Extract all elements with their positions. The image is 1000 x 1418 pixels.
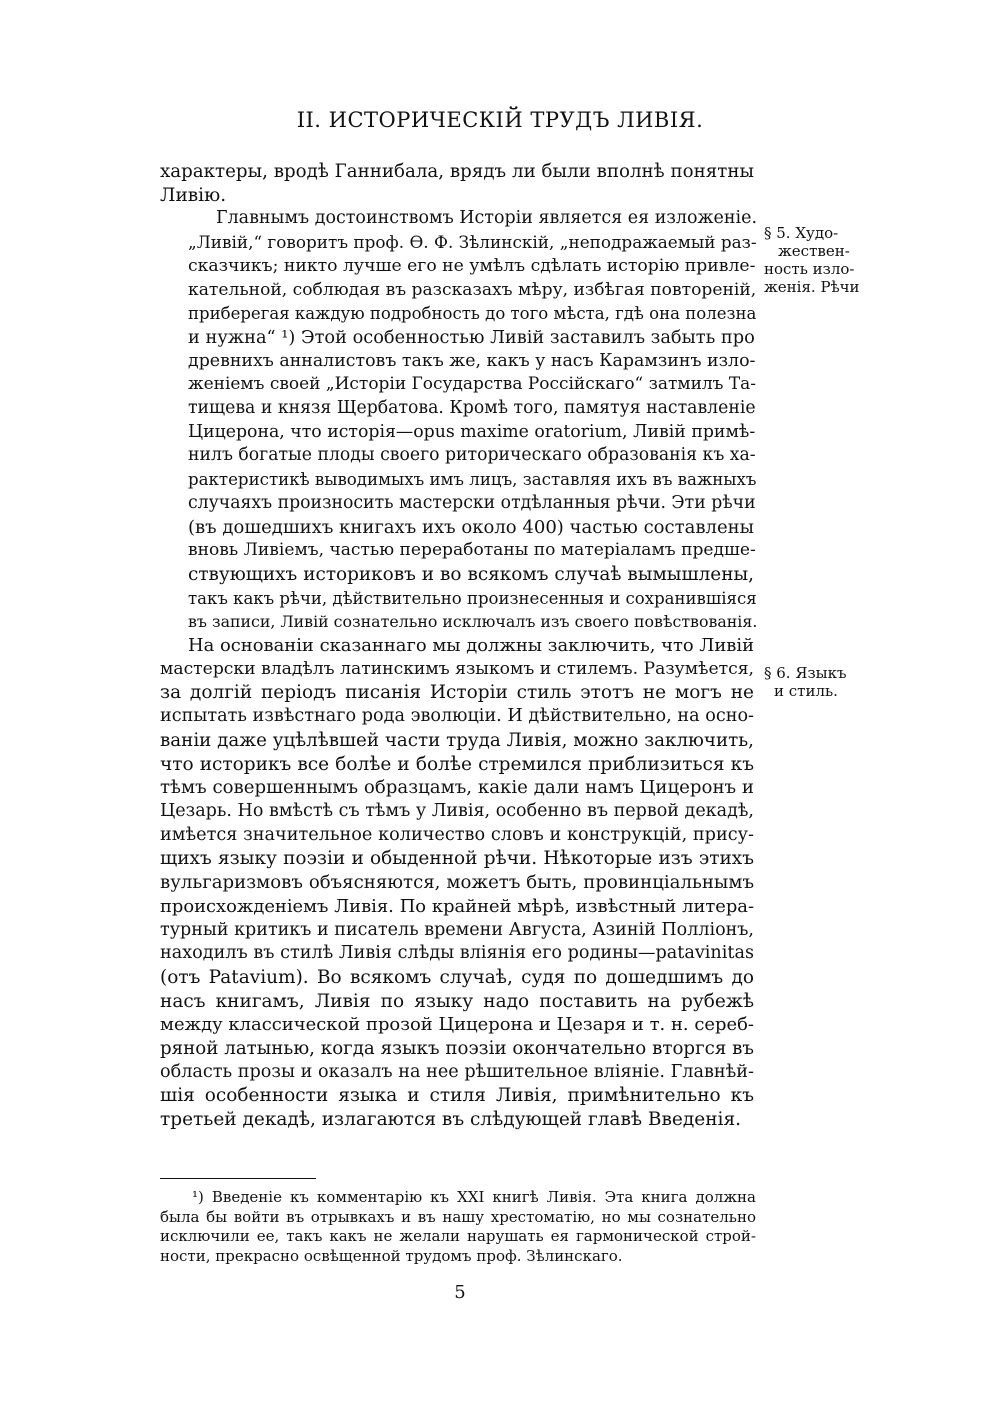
text-line: На основаніи сказаннаго мы должны заключить, что Ливій: [188, 635, 754, 657]
text-line: ваніи даже уцѣлѣвшей части труда Ливія, можно заключить,: [160, 729, 754, 751]
text-line: нилъ богатые плоды своего риторическаго образованія къ ха-: [188, 445, 756, 466]
text-line: ряной латынью, когда языкъ поэзіи окончательно вторгся въ: [160, 1038, 754, 1060]
text-line: „Ливій,“ говоритъ проф. Ѳ. Ф. Зѣлинскій, „неподражаемый раз-: [188, 232, 757, 253]
margin-note-section-6: [764, 664, 847, 700]
text-line: вульгаризмовъ объясняются, можетъ быть, провинціальнымъ: [160, 872, 754, 894]
margin-note-line: § 6. Языкъ: [764, 664, 847, 682]
text-line: женіемъ своей „Исторіи Государства Россійскаго“ затмилъ Та-: [188, 374, 757, 395]
text-line: щихъ языку поэзіи и обыденной рѣчи. Нѣкоторые изъ этихъ: [160, 848, 754, 870]
text-line: кательной, соблюдая въ разсказахъ мѣру, избѣгая повтореній,: [188, 279, 757, 300]
text-line: рактеристикѣ выводимыхъ имъ лицъ, заставляя ихъ въ важныхъ: [188, 470, 757, 490]
text-line: насъ книгамъ, Ливія по языку надо поставить на рубежѣ: [160, 990, 754, 1012]
page-number: 5: [454, 1282, 466, 1303]
text-line: Ливію.: [160, 184, 227, 206]
text-line: третьей декадѣ, излагаются въ слѣдующей главѣ Введенія.: [160, 1109, 742, 1131]
text-line: (отъ Patavium). Во всякомъ случаѣ, судя по дошедшимъ до: [160, 966, 754, 988]
margin-note-line: ность изло-: [764, 260, 855, 278]
main-text: [160, 160, 758, 1132]
running-header: II. ИСТОРИЧЕСКІЙ ТРУДЪ ЛИВІЯ.: [296, 108, 704, 132]
text-line: такъ какъ рѣчи, дѣйствительно произнесенныя и сохранившіяся: [188, 588, 757, 608]
paragraph-1: [160, 160, 754, 207]
text-line: Главнымъ достоинствомъ Исторіи является ея изложеніе.: [216, 208, 758, 229]
text-line: вновь Ливіемъ, частью переработаны по матеріаламъ предше-: [188, 540, 756, 561]
paragraph-2: [160, 207, 758, 634]
text-line: имѣется значительное количество словъ и конструкцій, прису-: [160, 824, 754, 845]
margin-note-line: и стиль.: [774, 682, 838, 700]
text-line: за долгій періодъ писанія Исторіи стиль этотъ не могъ не: [160, 682, 754, 704]
text-line: приберегая каждую подробность до того мѣста, гдѣ она полезна: [188, 304, 757, 324]
text-line: происхожденіемъ Ливія. По крайней мѣрѣ, извѣстный литера-: [160, 895, 754, 917]
footnote-line: исключили ее, такъ какъ не желали нарушать ея гармонической строй-: [160, 1227, 756, 1245]
footnote: [160, 1188, 756, 1266]
text-line: въ записи, Ливій сознательно исключалъ изъ своего повѣствованія.: [188, 612, 758, 632]
text-line: находилъ въ стилѣ Ливія слѣды вліянія его родины—patavinitas: [160, 943, 754, 964]
footnote-line: ности, прекрасно освѣщенной трудомъ проф. Зѣлинскаго.: [160, 1246, 623, 1265]
margin-note-line: женія. Рѣчи: [764, 278, 860, 296]
text-line: шія особенности языка и стиля Ливія, примѣнительно къ: [160, 1085, 754, 1107]
text-line: турный критикъ и писатель времени Августа, Азиній Полліонъ,: [160, 919, 754, 940]
footnote-line: была бы войти въ отрывкахъ и въ нашу хрестоматію, но мы сознательно: [160, 1207, 756, 1226]
text-line: мастерски владѣлъ латинскимъ языкомъ и стилемъ. Разумѣется,: [160, 658, 754, 679]
text-line: область прозы и оказалъ на нее рѣшительное вліяніе. Главнѣй-: [160, 1061, 754, 1082]
footnote-line: ¹) Введеніе къ комментарію къ XXI книгѣ Ливія. Эта книга должна: [192, 1188, 756, 1206]
text-line: Цезарь. Но вмѣстѣ съ тѣмъ у Ливія, особенно въ первой декадѣ,: [160, 800, 754, 821]
text-line: что историкъ все болѣе и болѣе стремился приблизиться къ: [160, 753, 754, 775]
text-line: и нужна“ ¹) Этой особенностью Ливій заставилъ забыть про: [188, 326, 755, 348]
text-line: сказчикъ; никто лучше его не умѣлъ сдѣлать исторію привле-: [188, 255, 756, 276]
margin-note-line: § 5. Худо-: [764, 224, 839, 242]
text-line: (въ дошедшихъ книгахъ ихъ около 400) частью составлены: [188, 516, 754, 538]
margin-note-line: жествен-: [778, 242, 850, 260]
text-line: древнихъ анналистовъ такъ же, какъ у насъ Карамзинъ изло-: [188, 350, 756, 371]
margin-note-section-5: [764, 224, 860, 296]
text-line: тищева и князя Щербатова. Кромѣ того, памятуя наставленіе: [188, 398, 756, 419]
text-line: тѣмъ совершеннымъ образцамъ, какіе дали намъ Цицеронъ и: [160, 777, 754, 799]
text-line: случаяхъ произносить мастерски отдѣланныя рѣчи. Эти рѣчи: [188, 492, 756, 513]
paragraph-3: [160, 634, 754, 1132]
footnote-rule: [160, 1178, 316, 1179]
text-line: испытать извѣстнаго рода эволюціи. И дѣйствительно, на осно-: [160, 706, 754, 727]
text-line: между классической прозой Цицерона и Цезаря и т. н. сереб-: [160, 1014, 754, 1036]
text-line: Цицерона, что исторія—opus maxime oratorium, Ливій примѣ-: [188, 421, 756, 442]
text-line: характеры, вродѣ Ганнибала, врядъ ли были вполнѣ понятны: [160, 161, 754, 182]
text-line: ствующихъ историковъ и во всякомъ случаѣ вымышлены,: [188, 563, 754, 585]
